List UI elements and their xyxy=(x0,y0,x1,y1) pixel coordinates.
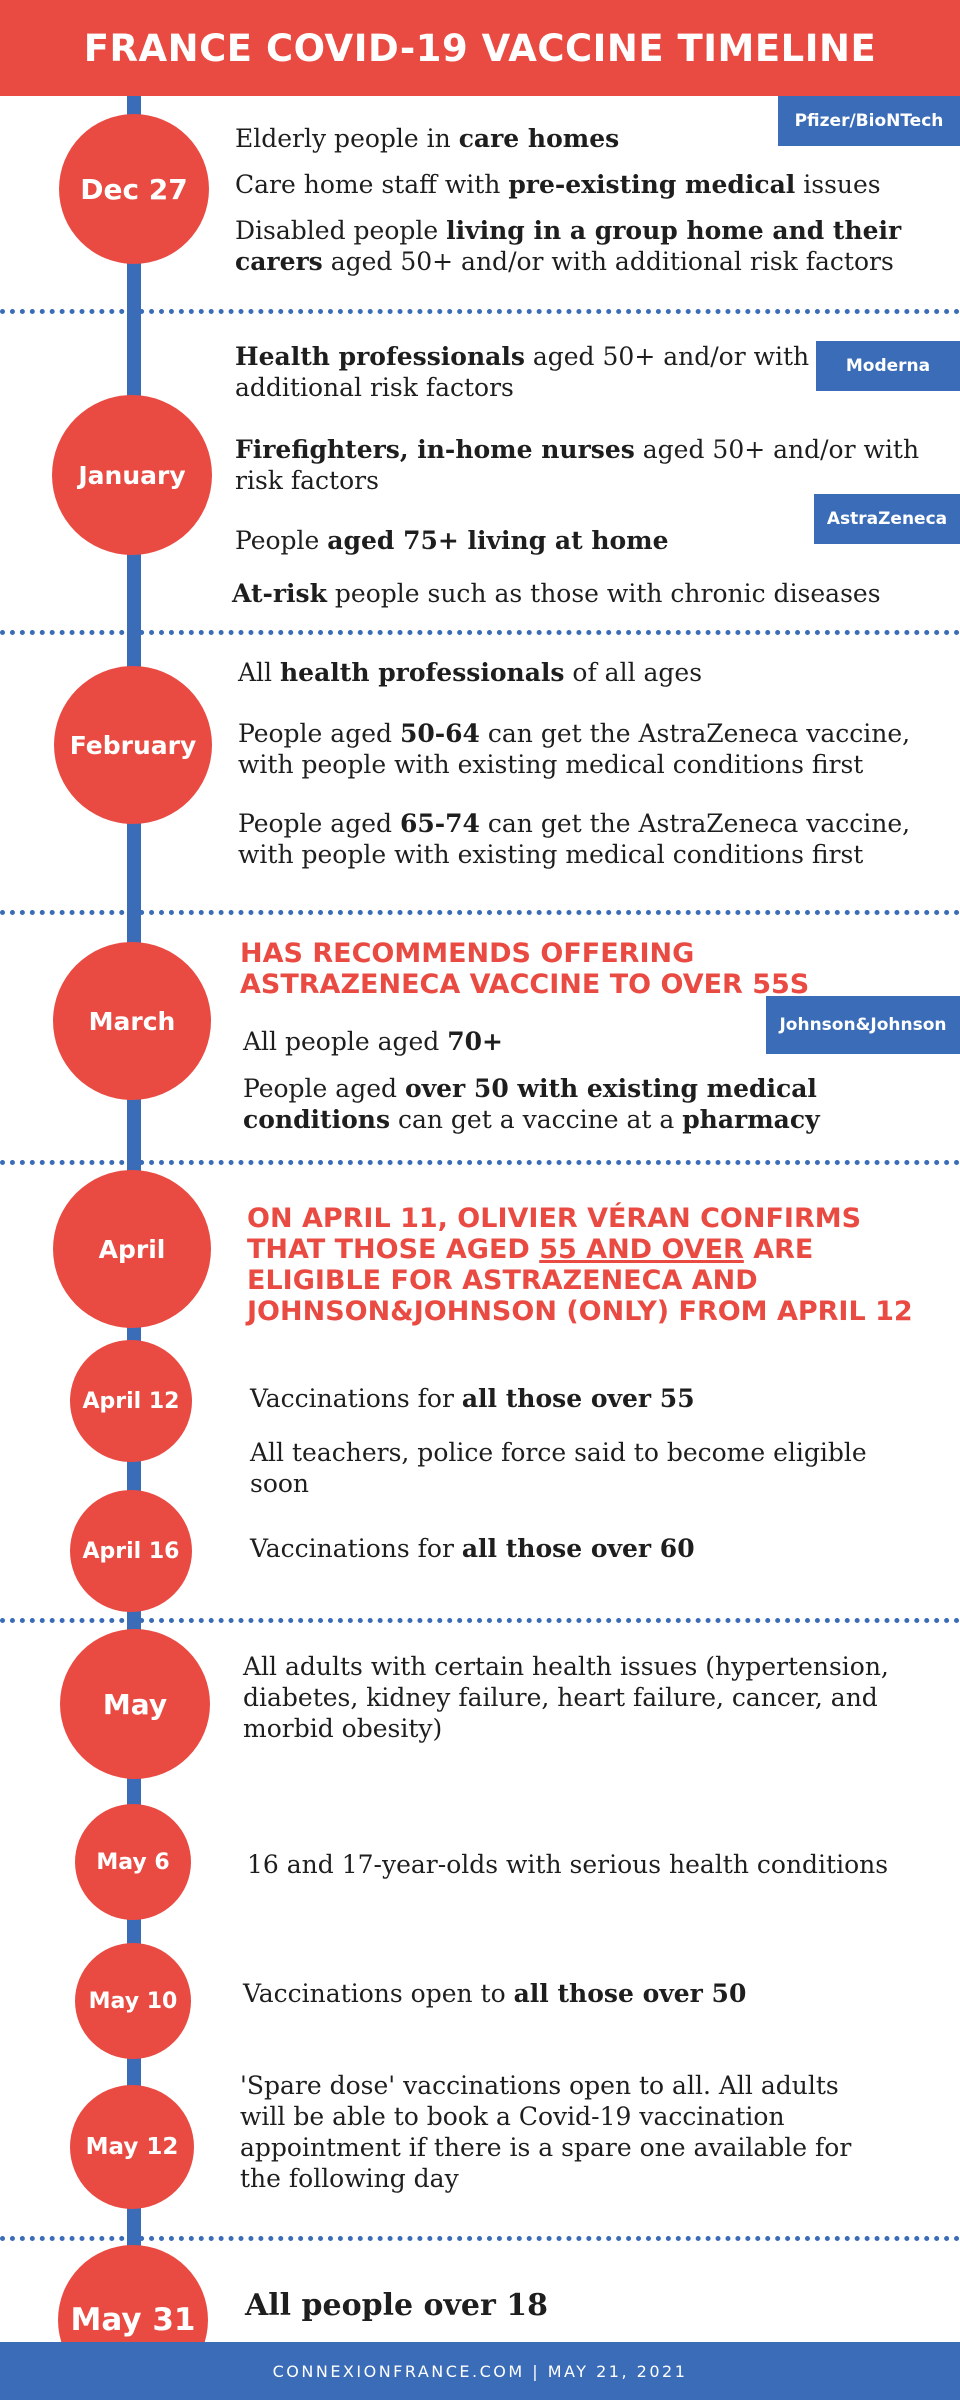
section-divider xyxy=(0,1160,960,1165)
date-label: February xyxy=(69,730,197,760)
march-item-2: People aged over 50 with existing medical conditions can get a vaccine at a pharmacy xyxy=(243,1074,820,1134)
february-item-1: All health professionals of all ages xyxy=(238,658,703,687)
tag-johnson-johnson: Johnson&Johnson xyxy=(766,996,960,1054)
dec27-item-3: Disabled people living in a group home and their carers aged 50+ and/or with additional risk factors xyxy=(235,216,902,276)
date-circle-may6 xyxy=(75,1804,191,1920)
section-divider xyxy=(0,2236,960,2241)
date-circle-dec27 xyxy=(59,114,209,264)
april-alert: ON APRIL 11, OLIVIER VÉRAN CONFIRMS THAT THOSE AGED 55 AND OVER ARE ELIGIBLE FOR ASTRAZENECA AND JOHNSON&JOHNSON (ONLY) FROM APRIL 12 xyxy=(247,1203,913,1327)
date-label: May 6 xyxy=(96,1849,170,1875)
march-alert: HAS RECOMMENDS OFFERING ASTRAZENECA VACCINE TO OVER 55S xyxy=(240,938,810,1000)
february-item-2: People aged 50-64 can get the AstraZeneca vaccine, with people with existing medical conditions first xyxy=(238,719,911,779)
march-item-1: All people aged 70+ xyxy=(243,1027,503,1056)
date-circle-march xyxy=(53,942,211,1100)
january-item-3: People aged 75+ living at home xyxy=(235,526,669,555)
section-divider xyxy=(0,309,960,314)
tag-pfizer-biontech: Pfizer/BioNTech xyxy=(778,96,960,146)
may31-item: All people over 18 xyxy=(245,2288,549,2323)
april12-item-2: All teachers, police force said to become eligible soon xyxy=(250,1438,867,1498)
tag-astrazeneca: AstraZeneca xyxy=(814,494,960,544)
dec27-item-2: Care home staff with pre-existing medical issues xyxy=(235,170,881,199)
may6-item: 16 and 17-year-olds with serious health conditions xyxy=(247,1850,889,1879)
footer-bar xyxy=(0,2342,960,2400)
date-circle-april xyxy=(53,1170,211,1328)
date-label: April xyxy=(98,1234,166,1264)
date-label: May 10 xyxy=(88,1988,178,2014)
section-divider xyxy=(0,910,960,915)
date-label: January xyxy=(78,460,186,490)
january-item-1: Health professionals aged 50+ and/or with additional risk factors xyxy=(235,342,810,402)
date-circle-april12 xyxy=(70,1340,192,1462)
april12-item-1: Vaccinations for all those over 55 xyxy=(250,1384,695,1413)
date-label: March xyxy=(88,1006,176,1036)
date-circle-april16 xyxy=(70,1490,192,1612)
february-item-3: People aged 65-74 can get the AstraZeneca vaccine, with people with existing medical conditions first xyxy=(238,809,911,869)
date-label: April 12 xyxy=(82,1388,180,1414)
date-circle-may10 xyxy=(75,1943,191,2059)
tag-moderna: Moderna xyxy=(816,341,960,391)
date-label: May xyxy=(102,1687,168,1721)
april16-item: Vaccinations for all those over 60 xyxy=(250,1534,695,1563)
section-divider xyxy=(0,1618,960,1623)
date-circle-may12 xyxy=(70,2085,194,2209)
footer-text: CONNEXIONFRANCE.COM | MAY 21, 2021 xyxy=(272,2361,688,2381)
date-circle-may xyxy=(60,1629,210,1779)
page-title: FRANCE COVID-19 VACCINE TIMELINE xyxy=(83,26,877,70)
dec27-item-1: Elderly people in care homes xyxy=(235,124,620,153)
date-circle-february xyxy=(54,666,212,824)
may10-item: Vaccinations open to all those over 50 xyxy=(243,1979,747,2008)
date-label: April 16 xyxy=(82,1538,180,1564)
date-label: May 12 xyxy=(85,2134,179,2160)
january-item-2: Firefighters, in-home nurses aged 50+ and/or with risk factors xyxy=(235,435,920,495)
date-circle-january xyxy=(52,395,212,555)
header-banner xyxy=(0,0,960,96)
may12-item: 'Spare dose' vaccinations open to all. All adults will be able to book a Covid-19 vaccination appointment if there is a spare one available for the following day xyxy=(240,2071,852,2193)
january-item-4: At-risk people such as those with chronic diseases xyxy=(232,579,881,608)
section-divider xyxy=(0,630,960,635)
date-label: Dec 27 xyxy=(80,172,188,206)
may-item: All adults with certain health issues (hypertension, diabetes, kidney failure, heart failure, cancer, and morbid obesity) xyxy=(243,1652,889,1743)
date-label: May 31 xyxy=(70,2302,196,2338)
